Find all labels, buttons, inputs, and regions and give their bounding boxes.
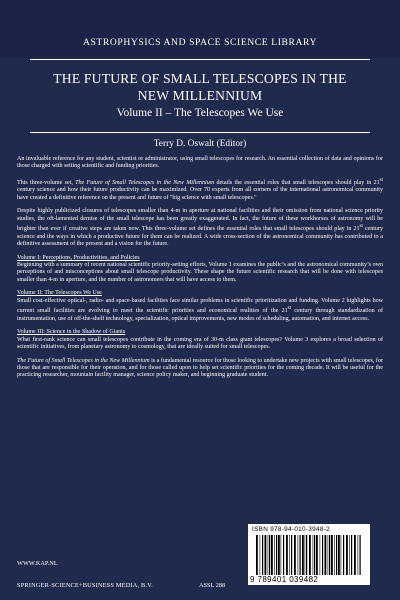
barcode-bar	[281, 535, 282, 575]
barcode-bar	[268, 535, 269, 575]
barcode-bar	[349, 535, 350, 575]
book-title	[20, 70, 380, 104]
barcode-bar	[313, 535, 314, 575]
barcode-bar	[278, 535, 280, 575]
barcode-bar	[346, 535, 348, 575]
barcode-image	[254, 535, 364, 575]
barcode-bar	[262, 535, 263, 575]
volume-subtitle: Volume II – The Telescopes We Use	[116, 107, 284, 119]
barcode-bar	[306, 535, 307, 575]
barcode-bar	[338, 535, 340, 575]
volume-3-heading: Volume III: Science in the Shadow of Giants	[17, 329, 126, 336]
barcode-bar	[305, 535, 306, 575]
barcode-bar	[360, 535, 361, 575]
barcode-bar	[283, 535, 284, 575]
barcode-bar	[331, 535, 333, 575]
set-paragraph: This three-volume set, The Future of Small Telescopes in the New Millennium details the essential roles that small telescopes should play in 21st century science and how their future productivity can be maximized. Over 70 experts from all corners of the international astronomical community have created a definitive reference on the present and future of "big science with small telescopes."	[17, 177, 383, 201]
barcode-bar	[289, 535, 290, 575]
volume-2-text: Small cost-effective optical-, radio- and space-based facilities face similar problems in scientific prioritization and funding. Volume 2 highlights how current small facilities are evolving to meet the scientific priorities and economical realities of the 21st century through standardization of instrumentation, use of off-the-shelf technology, specialization, optical improvements, new modes of scheduling, automation, and internet access.	[17, 297, 384, 322]
barcode-bar	[309, 535, 311, 575]
barcode-bar	[354, 535, 356, 575]
barcode-bar	[320, 535, 321, 575]
barcode-bar	[294, 535, 296, 575]
barcode-bar	[358, 535, 359, 575]
title-rule	[30, 132, 370, 133]
volume-3-text: What first-rank science can small telescopes contribute in the coming era of 30-m class giant telescopes? Volume 3 explores a broad selection of scientific initiatives, from planetary astronomy to cosmology, that are ideally suited for small telescopes.	[17, 336, 383, 351]
series-code: ASSL 288	[199, 582, 226, 589]
title-line-2: NEW MILLENNIUM	[137, 88, 263, 103]
volume-2-section	[17, 290, 383, 323]
publisher-name: SPRINGER-SCIENCE+BUSINESS MEDIA, B.V.	[17, 582, 153, 589]
barcode-bar	[298, 535, 299, 575]
barcode-bar	[334, 535, 335, 575]
volume-1-text: Beginning with a summary of recent national scientific priority-setting efforts, Volume 1 examines the public’s and the astronomical community’s own perceptions of and misconceptions about small telescope productivity. These shape the future scientific research that will be done with telescopes smaller than 4-m in aperture, and the number of astronomers that will have access to them.	[17, 262, 383, 283]
volume-3-section	[17, 329, 383, 351]
barcode-bar	[291, 535, 292, 575]
barcode-bar	[328, 535, 329, 575]
barcode-bar	[329, 535, 330, 575]
top-rule	[30, 59, 370, 60]
intro-paragraph: An invaluable reference for any student, scientist or administrator, using small telescopes for research. An essential collection of data and opinions for those charged with setting scientific and funding priorities.	[17, 156, 383, 170]
barcode-bar	[276, 535, 277, 575]
isbn-label: ISBN 978-94-010-3948-2	[252, 526, 331, 533]
barcode-bar	[343, 535, 344, 575]
barcode-bar	[274, 535, 275, 575]
barcode-bar	[260, 535, 261, 575]
barcode-bar	[325, 535, 327, 575]
description-body	[17, 156, 383, 386]
despite-paragraph: Despite highly publicized closures of telescopes smaller than 4-m in aperture at national facilities and their omission from national science priority studies, the oft-lamented demise of the small telescope has been greatly exaggerated. In fact, the future of these workhorses of astronomy will be brighter than ever if creative steps are taken now. This three-volume set defines the essential roles that small telescopes should play in 21st century science and the ways in which a productive future for them can be realized. A wide cross-section of the astronomical community has contributed to a definitive assessment of the present and a vision for the future.	[17, 208, 383, 248]
barcode-bar	[322, 535, 323, 575]
volume-2-heading: Volume II: The Telescopes We Use	[17, 290, 102, 297]
barcode-number: 9 789401 039482	[250, 575, 319, 584]
volume-1-heading: Volume I: Perceptions, Productivities, and Policies	[17, 254, 140, 261]
barcode-bar	[271, 535, 273, 575]
series-name: ASTROPHYSICS AND SPACE SCIENCE LIBRARY	[82, 37, 318, 48]
publisher-website: WWW.KAP.NL	[17, 560, 58, 567]
title-line-1: THE FUTURE OF SMALL TELESCOPES IN THE	[53, 71, 347, 86]
barcode-bar	[256, 535, 258, 575]
barcode-bar	[286, 535, 288, 575]
barcode-bar	[341, 535, 342, 575]
volume-1-section	[17, 255, 383, 285]
series-band	[0, 0, 400, 58]
barcode-bar	[269, 535, 270, 575]
barcode-bar	[316, 535, 318, 575]
isbn-barcode-box	[248, 524, 370, 585]
barcode-bar	[336, 535, 337, 575]
book-title-italic: The Future of Small Telescopes in the New Millennium	[75, 179, 215, 186]
closing-paragraph: The Future of Small Telescopes in the New Millennium is a fundamental resource for those looking to undertake new projects with small telescopes, for those that are responsible for their operation, and for those called upon to help set scientific priorities for the coming decade. It will be useful for the practicing researcher, mountain facility manager, science policy maker, and beginning graduate student.	[17, 357, 383, 379]
barcode-bar	[265, 535, 267, 575]
book-title-italic-2: The Future of Small Telescopes in the New Millennium	[17, 357, 150, 364]
barcode-bar	[300, 535, 301, 575]
barcode-bar	[351, 535, 352, 575]
barcode-bar	[302, 535, 304, 575]
barcode-bar	[314, 535, 315, 575]
editor-name: Terry D. Oswalt (Editor)	[153, 139, 247, 149]
